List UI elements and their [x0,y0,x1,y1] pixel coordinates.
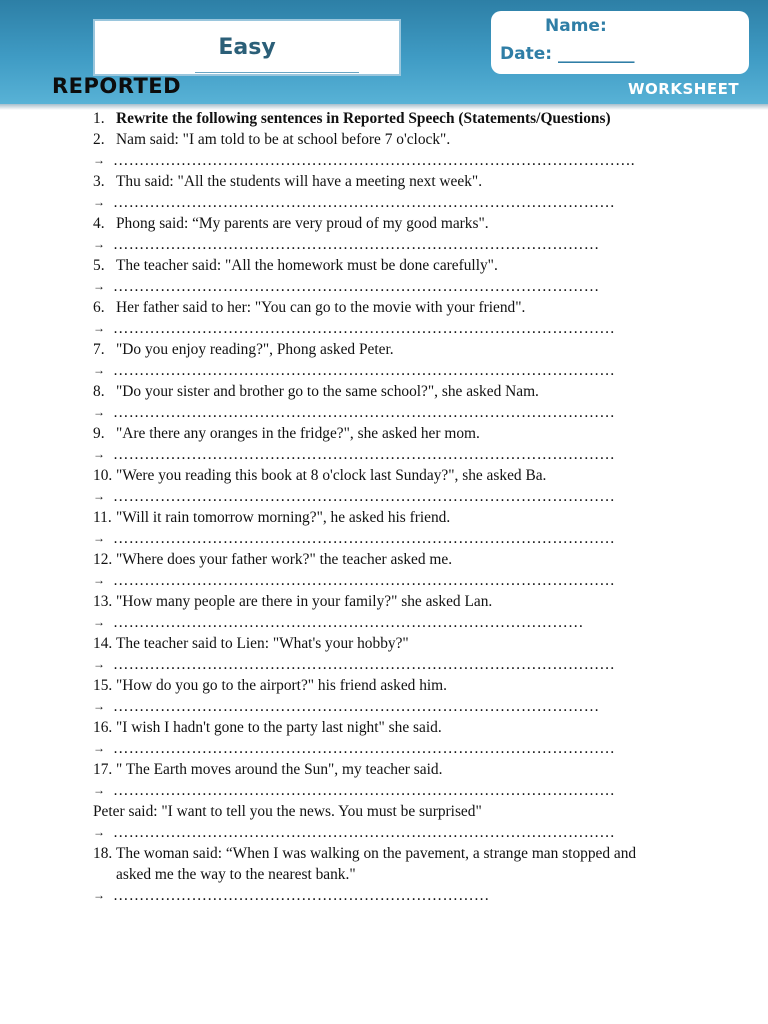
level-underline [195,72,359,73]
answer-line[interactable] [93,486,673,507]
answer-dots[interactable]: ………………………………………………………………………………… [113,698,600,715]
answer-dots[interactable]: …………………………………………………………………………………… [113,740,616,757]
arrow-icon: → [93,195,105,209]
arrow-icon: → [93,615,105,629]
answer-line[interactable] [93,150,673,171]
answer-line[interactable] [93,696,673,717]
question-item [93,507,673,528]
question-text: "How many people are there in your family?" she asked Lan. [116,593,493,610]
exercise-list [93,108,673,906]
answer-dots[interactable]: …………………………………………………………………………………… [113,530,616,547]
answer-dots[interactable]: …………………………………………………………………………………… [113,488,616,505]
answer-line[interactable] [93,360,673,381]
question-item [93,339,673,360]
question-item [93,633,673,654]
question-item [93,591,673,612]
name-date-box [491,11,749,74]
question-item [93,801,673,822]
answer-dots[interactable]: ………………………………………………………………………………… [113,236,600,253]
question-item [93,297,673,318]
answer-dots[interactable]: …………………………………………………………………………………… [113,446,616,463]
question-number: 3. [93,173,105,190]
arrow-icon: → [93,489,105,503]
answer-line[interactable] [93,192,673,213]
question-text: The teacher said to Lien: "What's your hobby?" [116,635,409,652]
level-box [93,19,401,76]
answer-line[interactable] [93,528,673,549]
answer-dots[interactable]: …………………………………………………………………………………… [113,404,616,421]
answer-dots[interactable]: …………………………………………………………………………………… [113,824,616,841]
answer-line[interactable] [93,402,673,423]
question-item [93,129,673,150]
answer-dots[interactable]: …………………………………………………………………………………… [113,656,616,673]
answer-line[interactable] [93,822,673,843]
arrow-icon: → [93,405,105,419]
question-item [93,759,673,780]
question-item [93,675,673,696]
answer-dots[interactable]: ………………………………………………………………………………………. [113,152,635,169]
question-number: 2. [93,131,105,148]
date-label: Date: _________ [500,44,635,64]
answer-dots[interactable]: ……………………………………………………………………………… [113,614,584,631]
question-number: 6. [93,299,105,316]
answer-dots[interactable]: …………………………………………………………………………………… [113,782,616,799]
answer-line[interactable] [93,234,673,255]
arrow-icon: → [93,783,105,797]
instruction-number: 1. [93,110,105,127]
question-item [93,423,673,444]
question-number: 14. [93,635,113,652]
question-text: Thu said: "All the students will have a meeting next week". [116,173,483,190]
answer-dots[interactable]: …………………………………………………………………………………… [113,320,616,337]
question-item [93,255,673,276]
answer-line[interactable] [93,318,673,339]
answer-dots[interactable]: ………………………………………………………………………………… [113,278,600,295]
question-number: 11. [93,509,112,526]
instruction [93,108,673,129]
question-number: 13. [93,593,113,610]
question-text: "Were you reading this book at 8 o'clock last Sunday?", she asked Ba. [116,467,547,484]
arrow-icon: → [93,447,105,461]
arrow-icon: → [93,321,105,335]
question-text: "Are there any oranges in the fridge?", she asked her mom. [116,425,480,442]
answer-dots[interactable]: …………………………………………………………………………………… [113,572,616,589]
arrow-icon: → [93,237,105,251]
question-text: "Will it rain tomorrow morning?", he asked his friend. [116,509,451,526]
title-worksheet: WORKSHEET [628,80,740,98]
question-text: Her father said to her: "You can go to the movie with your friend". [116,299,526,316]
question-item [93,549,673,570]
answer-line[interactable] [93,570,673,591]
answer-dots[interactable]: …………………………………………………………………………………… [113,362,616,379]
arrow-icon: → [93,363,105,377]
arrow-icon: → [93,531,105,545]
question-number: 12. [93,551,113,568]
instruction-text: Rewrite the following sentences in Reported Speech (Statements/Questions) [116,110,611,127]
question-text: "Where does your father work?" the teacher asked me. [116,551,453,568]
question-number: 15. [93,677,113,694]
question-text: The woman said: “When I was walking on the pavement, a strange man stopped and asked me the way to the nearest bank." [116,845,637,883]
question-item [93,213,673,234]
question-text: " The Earth moves around the Sun", my teacher said. [116,761,443,778]
answer-line[interactable] [93,276,673,297]
question-text: Nam said: "I am told to be at school before 7 o'clock". [116,131,451,148]
answer-dots[interactable]: …………………………………………………………………………………… [113,194,616,211]
arrow-icon: → [93,573,105,587]
question-number: 4. [93,215,105,232]
question-item [93,465,673,486]
question-item [93,171,673,192]
arrow-icon: → [93,888,105,902]
question-item [93,843,673,885]
arrow-icon: → [93,279,105,293]
answer-line[interactable] [93,885,673,906]
question-text: "I wish I hadn't gone to the party last night" she said. [116,719,442,736]
arrow-icon: → [93,699,105,713]
question-number: 18. [93,845,113,862]
question-number: 8. [93,383,105,400]
question-number: 16. [93,719,113,736]
question-item [93,381,673,402]
question-text: The teacher said: "All the homework must be done carefully". [116,257,498,274]
answer-line[interactable] [93,444,673,465]
answer-line[interactable] [93,780,673,801]
question-text: Phong said: “My parents are very proud of my good marks". [116,215,489,232]
arrow-icon: → [93,657,105,671]
answer-line[interactable] [93,738,673,759]
arrow-icon: → [93,825,105,839]
header-banner [0,0,768,104]
answer-line[interactable] [93,612,673,633]
question-text: "Do your sister and brother go to the same school?", she asked Nam. [116,383,539,400]
question-number: 9. [93,425,105,442]
name-label: Name: [545,16,607,36]
question-number: 7. [93,341,105,358]
level-label: Easy [218,35,276,60]
arrow-icon: → [93,153,105,167]
answer-dots[interactable]: ……………………………………………………………… [113,887,490,904]
question-number: 5. [93,257,105,274]
question-number: 17. [93,761,113,778]
question-text: "Do you enjoy reading?", Phong asked Peter. [116,341,394,358]
arrow-icon: → [93,741,105,755]
title-reported: REPORTED [52,74,182,98]
question-item [93,717,673,738]
question-text: Peter said: "I want to tell you the news. You must be surprised" [93,803,482,820]
question-text: "How do you go to the airport?" his friend asked him. [116,677,448,694]
question-number: 10. [93,467,113,484]
answer-line[interactable] [93,654,673,675]
